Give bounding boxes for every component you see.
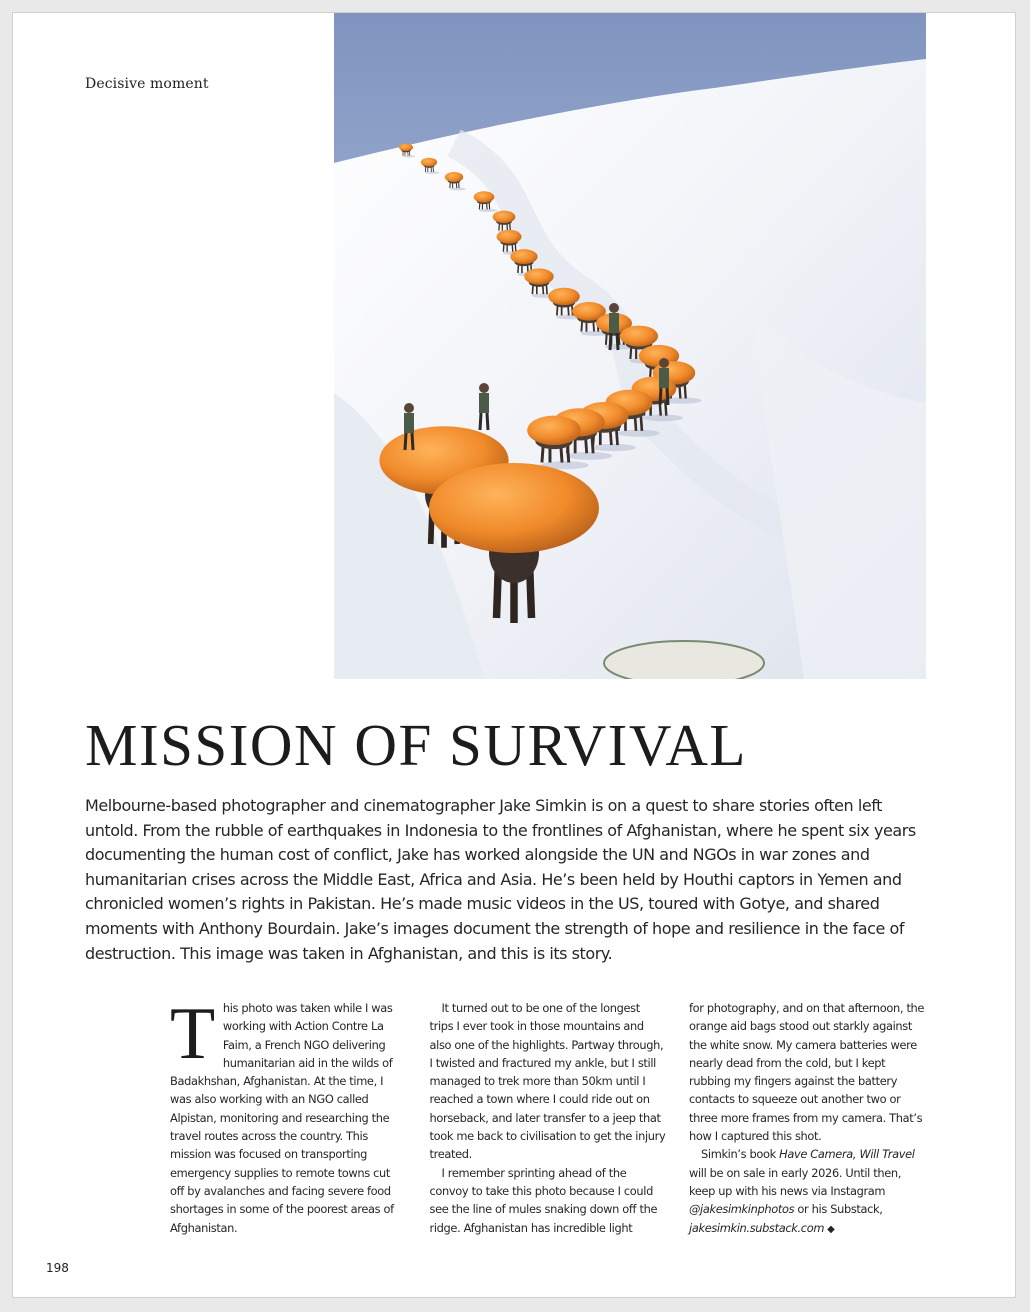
body-paragraph-1: [170, 993, 407, 1237]
feature-photo: [334, 13, 926, 679]
author-note-mid2: or his Substack,: [794, 1202, 883, 1217]
instagram-handle[interactable]: @jakesimkinphotos: [689, 1202, 795, 1217]
column-3: [689, 999, 926, 1239]
end-mark-icon: ◆: [827, 1223, 835, 1235]
author-note-mid: will be on sale in early 2026. Until then, keep up with his news via Instagram: [689, 1165, 902, 1198]
drop-cap: T: [170, 993, 215, 1075]
author-note-pre: Simkin’s book: [701, 1147, 780, 1162]
column-1: [170, 993, 407, 1239]
mule-convoy-photo: [334, 13, 926, 679]
page-number: 198: [46, 1261, 69, 1275]
body-paragraph-1-text: his photo was taken while I was working with Action Contre La Faim, a French NGO delivering humanitarian aid in the wilds of Badakhshan, Afghanistan. At the time, I was also working with an NGO called Alpistan, monitoring and researching the travel routes across the country. This mission was focused on transporting emergency supplies to remote towns cut off by avalanches and facing severe food shortages in some of the poorest areas of Afghanistan.: [170, 1001, 394, 1235]
intro-paragraph: Melbourne-based photographer and cinematographer Jake Simkin is on a quest to share stories often left untold. From the rubble of earthquakes in Indonesia to the frontlines of Afghanistan, where he spent six years documenting the human cost of conflict, Jake has worked alongside the UN and NGOs in war zones and humanitarian crises across the Middle East, Africa and Asia. He’s been held by Houthi captors in Yemen and chronicled women’s rights in Pakistan. He’s made music videos in the US, toured with Gotye, and shared moments with Anthony Bourdain. Jake’s images document the strength of hope and resilience in the face of destruction. This image was taken in Afghanistan, and this is its story.: [85, 796, 916, 963]
author-note: [689, 1145, 926, 1238]
body-columns: [170, 993, 926, 1239]
body-paragraph-3-continued: for photography, and on that afternoon, the orange aid bags stood out starkly against the white snow. My camera batteries were nearly dead from the cold, but I kept rubbing my fingers against the battery contacts to squeeze out another two or three more frames from my camera. That’s how I captured this shot.: [689, 1001, 925, 1144]
column-2: [430, 999, 667, 1239]
section-label: Decisive moment: [85, 76, 209, 92]
headline: MISSION OF SURVIVAL: [85, 712, 747, 778]
body-paragraph-2: It turned out to be one of the longest trips I ever took in those mountains and also one of the highlights. Partway through, I twisted and fractured my ankle, but I still managed to trek more than 50km until I reached a town where I could ride out on horseback, and later transfer to a jeep that took me back to civilisation to get the injury treated.: [429, 1001, 666, 1162]
magazine-page: [12, 12, 1016, 1298]
substack-link[interactable]: jakesimkin.substack.com: [689, 1220, 825, 1235]
book-title: Have Camera, Will Travel: [779, 1147, 915, 1162]
body-paragraph-3: I remember sprinting ahead of the convoy to take this photo because I could see the line of mules snaking down off the ridge. Afghanistan has incredible light: [429, 1165, 658, 1235]
